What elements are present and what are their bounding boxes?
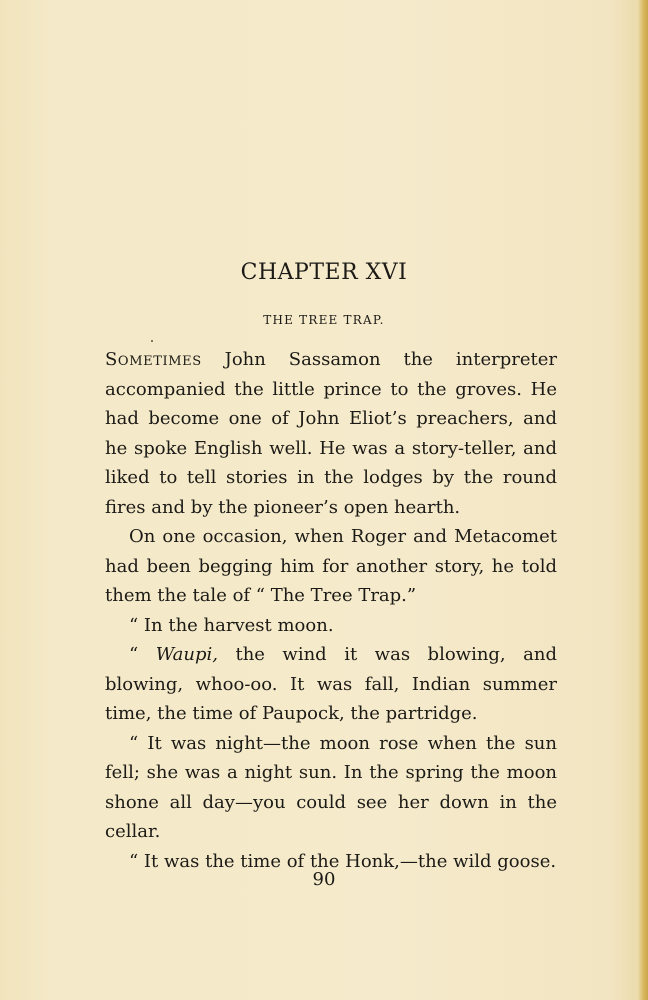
small-caps-lead: Sometimes xyxy=(105,349,202,370)
paragraph-1 xyxy=(105,345,557,522)
chapter-title: THE TREE TRAP. xyxy=(263,313,385,327)
paragraph-6: “ It was the time of the Honk,—the wild goose. xyxy=(129,850,557,872)
paragraph-3: “ In the harvest moon. xyxy=(129,614,334,636)
page-number: 90 xyxy=(312,869,336,890)
chapter-heading: CHAPTER XVI xyxy=(240,260,408,285)
paragraph-4-text: the wind it was blowing, and blowing, whoo-oo. It was fall, Indian summer time, the time of Paupock, the partridge. xyxy=(105,644,557,724)
paragraph-1-text: John Sassamon the interpreter accompanied the little prince to the groves. He had become one of John Eliot’s preachers, and he spoke English well. He was a story-teller, and liked to tell stories in the lodges by the round fires and by the pioneer’s open hearth. xyxy=(105,349,557,518)
paragraph-4 xyxy=(105,640,557,729)
body-text xyxy=(105,345,557,876)
paragraph-2: On one occasion, when Roger and Metacomet had been begging him for another story, he told them the tale of “ The Tree Trap.” xyxy=(105,526,557,606)
italic-word: Waupi, xyxy=(155,644,218,665)
opening-quote: “ xyxy=(129,644,156,665)
page-edge xyxy=(638,0,648,1000)
paragraph-5: “ It was night—the moon rose when the sun fell; she was a night sun. In the spring the moon shone all day—you could see her down in the cellar. xyxy=(105,732,557,842)
print-speck xyxy=(151,340,153,342)
